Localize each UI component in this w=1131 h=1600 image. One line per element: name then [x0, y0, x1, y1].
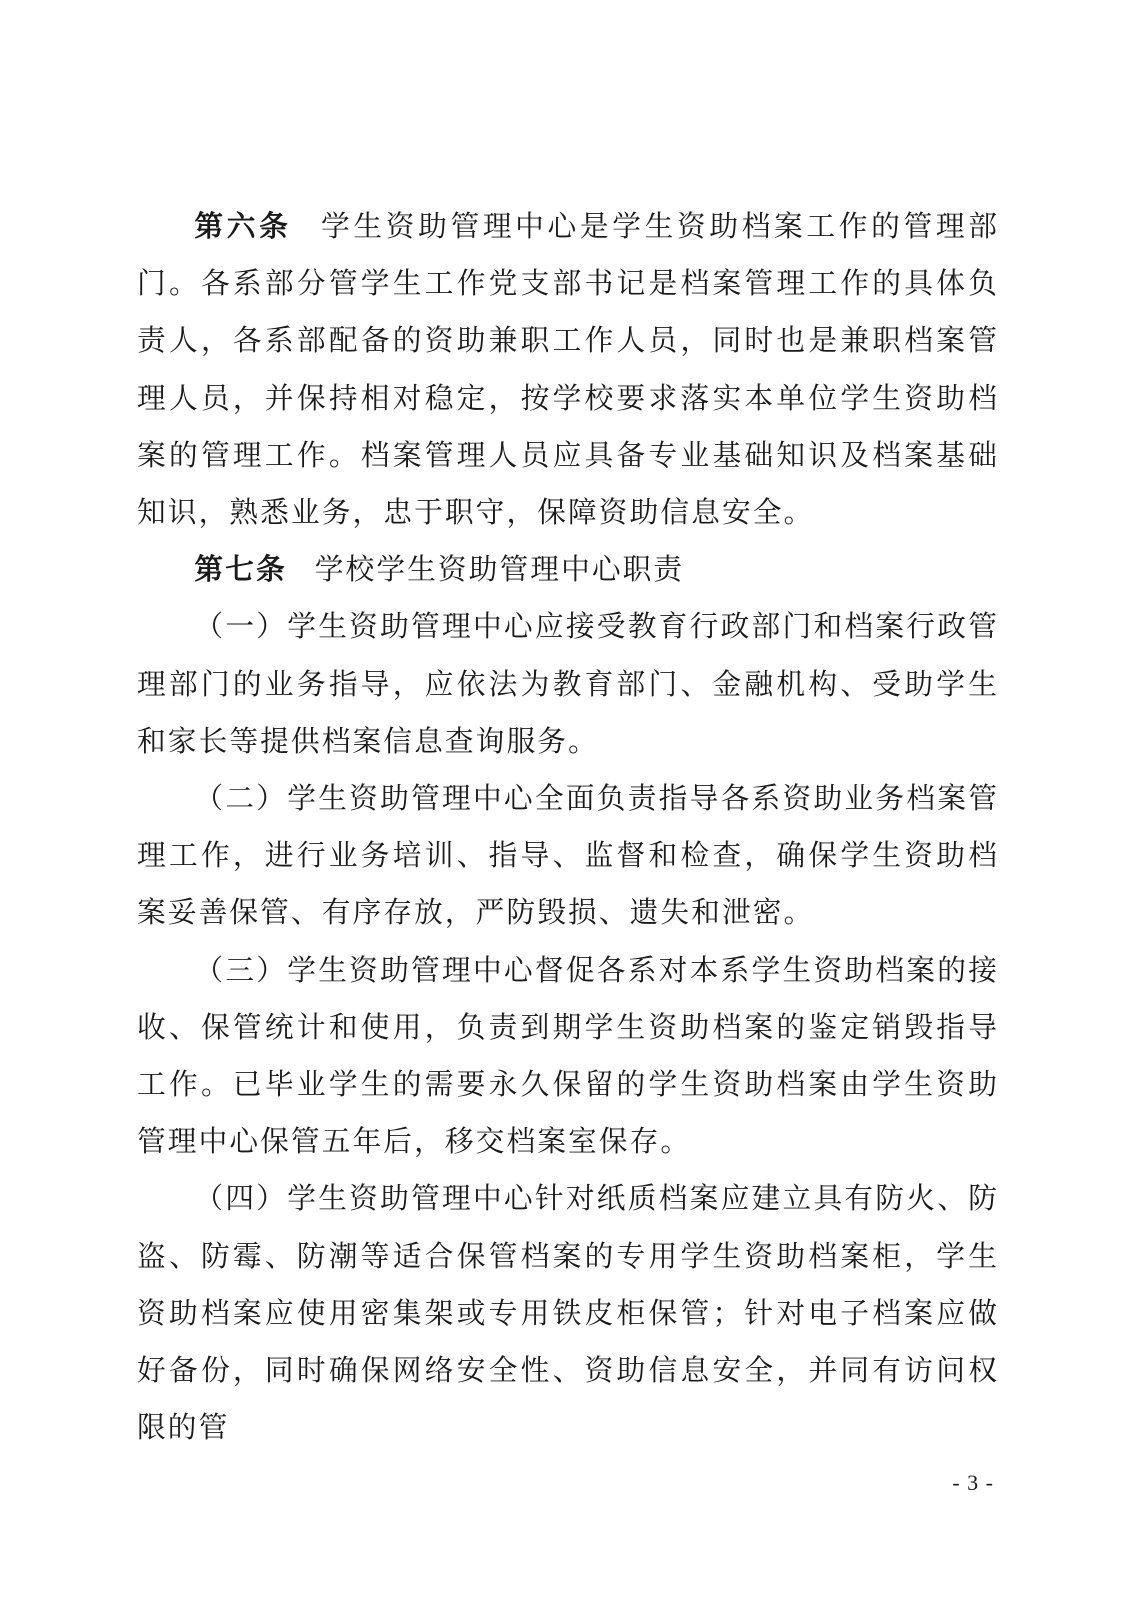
article-seven-heading: 第七条 [194, 552, 287, 587]
article-six-heading: 第六条 [194, 209, 292, 243]
document-body [137, 198, 999, 1456]
article-six-text: 学生资助管理中心是学生资助档案工作的管理部门。各系部分管学生工作党支部书记是档案管理工作的具体负责人，各系部配备的资助兼职工作人员，同时也是兼职档案管理人员，并保持相对稳定，按学校要求落实本单位学生资助档案的管理工作。档案管理人员应具备专业基础知识及档案基础知识，熟悉业务，忠于职守，保障资助信息安全。 [137, 209, 999, 530]
article-seven-text: 学校学生资助管理中心职责 [314, 552, 685, 587]
article-six-paragraph [137, 198, 999, 541]
page-number: - 3 - [952, 1470, 994, 1495]
clause-one-paragraph: （一）学生资助管理中心应接受教育行政部门和档案行政管理部门的业务指导，应依法为教育部门、金融机构、受助学生和家长等提供档案信息查询服务。 [137, 609, 999, 758]
clause-three-paragraph: （三）学生资助管理中心督促各系对本系学生资助档案的接收、保管统计和使用，负责到期学生资助档案的鉴定销毁指导工作。已毕业学生的需要永久保留的学生资助档案由学生资助管理中心保管五年后，移交档案室保存。 [137, 952, 999, 1159]
clause-four-paragraph: （四）学生资助管理中心针对纸质档案应建立具有防火、防盗、防霉、防潮等适合保管档案的专用学生资助档案柜，学生资助档案应使用密集架或专用铁皮柜保管；针对电子档案应做好备份，同时确保网络安全性、资助信息安全，并同有访问权限的管 [137, 1181, 999, 1445]
clause-two-paragraph: （二）学生资助管理中心全面负责指导各系资助业务档案管理工作，进行业务培训、指导、监督和检查，确保学生资助档案妥善保管、有序存放，严防毁损、遗失和泄密。 [137, 781, 999, 930]
article-seven-paragraph [137, 541, 999, 598]
